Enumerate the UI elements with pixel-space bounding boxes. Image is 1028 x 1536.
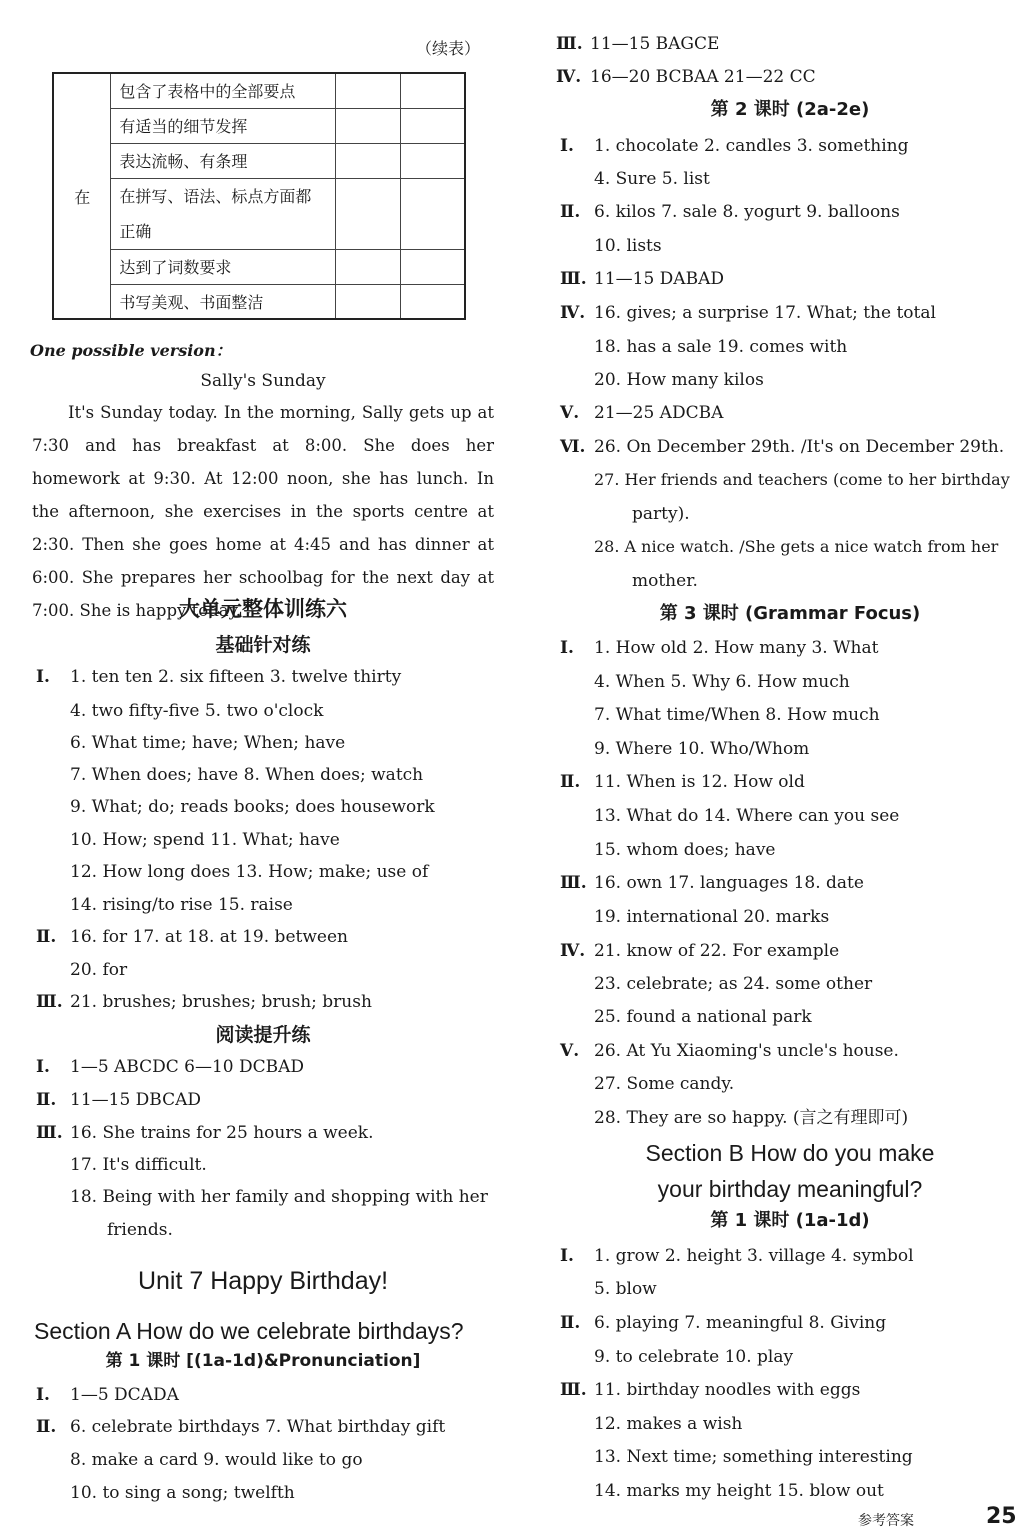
continued-label: （续表）	[416, 39, 481, 58]
rubric-row: 包含了表格中的全部要点	[111, 73, 335, 108]
answer-line: 10. How; spend 11. What; have	[70, 830, 340, 850]
answer-line: 4. two fifty-five 5. two o'clock	[70, 701, 324, 721]
answer-line: 5. blow	[594, 1279, 657, 1299]
answer-line: Ⅰ. 1—5 DCADA	[36, 1385, 179, 1405]
answer-line: Ⅳ. 16—20 BCBAA 21—22 CC	[556, 67, 816, 87]
answer-line: 10. lists	[594, 236, 662, 256]
sectionB-title-line2: your birthday meaningful?	[657, 1176, 923, 1202]
section-basic: 基础针对练	[215, 634, 311, 656]
answer-line: Ⅲ. 21. brushes; brushes; brush; brush	[36, 992, 372, 1012]
section-reading: 阅读提升练	[215, 1024, 311, 1046]
lesson-title: 第 2 课时 (2a-2e)	[710, 99, 870, 120]
answer-line: 15. whom does; have	[594, 840, 776, 860]
rubric-row: 书写美观、书面整洁	[111, 284, 335, 319]
answer-line: Ⅰ. 1. ten ten 2. six fifteen 3. twelve thirty	[36, 667, 402, 687]
answer-line: Ⅲ. 11—15 BAGCE	[556, 34, 720, 54]
rubric-row: 在拼写、语法、标点方面都正确	[111, 178, 335, 249]
answer-line: party).	[632, 504, 690, 524]
answer-line: Ⅲ. 11. birthday noodles with eggs	[560, 1380, 861, 1400]
answer-line: Ⅱ. 6. celebrate birthdays 7. What birthday gift	[36, 1417, 446, 1437]
answer-line: Ⅰ. 1. How old 2. How many 3. What	[560, 638, 879, 658]
answer-line: 17. It's difficult.	[70, 1155, 207, 1175]
answer-line: Ⅱ. 11—15 DBCAD	[36, 1090, 202, 1110]
page-number: 25	[986, 1504, 1017, 1529]
answer-line: Ⅴ. 21—25 ADCBA	[560, 403, 724, 423]
answer-line: 14. marks my height 15. blow out	[594, 1481, 884, 1501]
answer-line: 27. Some candy.	[594, 1074, 735, 1094]
sectionA-title: Section A How do we celebrate birthdays?	[34, 1318, 464, 1344]
essay-title: Sally's Sunday	[200, 371, 326, 391]
essay-label: One possible version：	[30, 341, 232, 360]
answer-line: 28. A nice watch. /She gets a nice watch from her	[594, 537, 999, 556]
answer-line: 9. to celebrate 10. play	[594, 1347, 794, 1367]
answer-line: Ⅳ. 21. know of 22. For example	[560, 941, 840, 961]
answer-line: Ⅱ. 11. When is 12. How old	[560, 772, 805, 792]
answer-line: Ⅵ. 26. On December 29th. /It's on December 29th.	[560, 437, 1005, 457]
answer-line: 25. found a national park	[594, 1007, 812, 1027]
essay-body: It's Sunday today. In the morning, Sally gets up at 7:30 and has breakfast at 8:00. She does her homework at 9:30. At 12:00 noon, she has lunch. In the afternoon, she exercises in the sports centre at 2:30. Then she goes home at 4:45 and has dinner at 6:00. She prepares her schoolbag for the next day at 7:00. She is happy today.	[32, 403, 494, 620]
answer-line: 13. Next time; something interesting	[594, 1447, 913, 1467]
answer-line: Ⅱ. 6. playing 7. meaningful 8. Giving	[560, 1313, 887, 1333]
rubric-row: 达到了词数要求	[111, 249, 335, 284]
answer-line: 8. make a card 9. would like to go	[70, 1450, 363, 1470]
answer-line: 18. Being with her family and shopping with her	[70, 1187, 488, 1207]
answer-line: Ⅱ. 6. kilos 7. sale 8. yogurt 9. balloons	[560, 202, 900, 222]
answer-line: Ⅲ. 16. She trains for 25 hours a week.	[36, 1123, 374, 1143]
rubric-table	[52, 72, 466, 320]
answer-line: 20. How many kilos	[594, 370, 764, 390]
answer-line: 9. Where 10. Who/Whom	[594, 739, 810, 759]
rubric-row: 有适当的细节发挥	[111, 108, 335, 143]
unit-title: 大单元整体训练六	[179, 597, 347, 621]
answer-line: 4. When 5. Why 6. How much	[594, 672, 850, 692]
answer-line: 19. international 20. marks	[594, 907, 830, 927]
answer-line: 12. How long does 13. How; make; use of	[70, 862, 429, 882]
answer-line: 14. rising/to rise 15. raise	[70, 895, 293, 915]
answer-line: 4. Sure 5. list	[594, 169, 710, 189]
lesson-title: 第 1 课时 [(1a-1d)&Pronunciation]	[105, 1351, 421, 1371]
answer-line: 9. What; do; reads books; does housework	[70, 797, 435, 817]
answer-line: Ⅲ. 16. own 17. languages 18. date	[560, 873, 864, 893]
answer-line: 6. What time; have; When; have	[70, 733, 346, 753]
answer-line: Ⅳ. 16. gives; a surprise 17. What; the total	[560, 303, 936, 323]
answer-line: 10. to sing a song; twelfth	[70, 1483, 295, 1503]
footer-label: 参考答案	[858, 1513, 914, 1529]
answer-line: 23. celebrate; as 24. some other	[594, 974, 873, 994]
sectionB-title-line1: Section B How do you make	[645, 1140, 935, 1166]
answer-line: Ⅰ. 1. grow 2. height 3. village 4. symbol	[560, 1246, 914, 1266]
lesson-title: 第 3 课时 (Grammar Focus)	[659, 603, 921, 624]
answer-line: 27. Her friends and teachers (come to her birthday	[594, 470, 1010, 489]
unit7-title: Unit 7 Happy Birthday!	[137, 1267, 389, 1295]
answer-line: 7. When does; have 8. When does; watch	[70, 765, 424, 785]
lesson-title: 第 1 课时 (1a-1d)	[710, 1210, 870, 1231]
answer-line: 20. for	[70, 960, 128, 980]
answer-line: Ⅰ. 1. chocolate 2. candles 3. something	[560, 136, 909, 156]
answer-line: 7. What time/When 8. How much	[594, 705, 880, 725]
answer-line: Ⅴ. 26. At Yu Xiaoming's uncle's house.	[560, 1041, 899, 1061]
rubric-row: 表达流畅、有条理	[111, 143, 335, 178]
answer-line: 28. They are so happy. (言之有理即可)	[594, 1108, 909, 1128]
answer-line: 13. What do 14. Where can you see	[594, 806, 900, 826]
rubric-side-label: 在	[53, 73, 111, 319]
answer-line: mother.	[632, 571, 698, 591]
answer-line: 12. makes a wish	[594, 1414, 743, 1434]
answer-line: 18. has a sale 19. comes with	[594, 337, 848, 357]
answer-line: friends.	[107, 1220, 173, 1240]
answer-line: Ⅱ. 16. for 17. at 18. at 19. between	[36, 927, 348, 947]
answer-line: Ⅲ. 11—15 DABAD	[560, 269, 724, 289]
answer-line: Ⅰ. 1—5 ABCDC 6—10 DCBAD	[36, 1057, 305, 1077]
